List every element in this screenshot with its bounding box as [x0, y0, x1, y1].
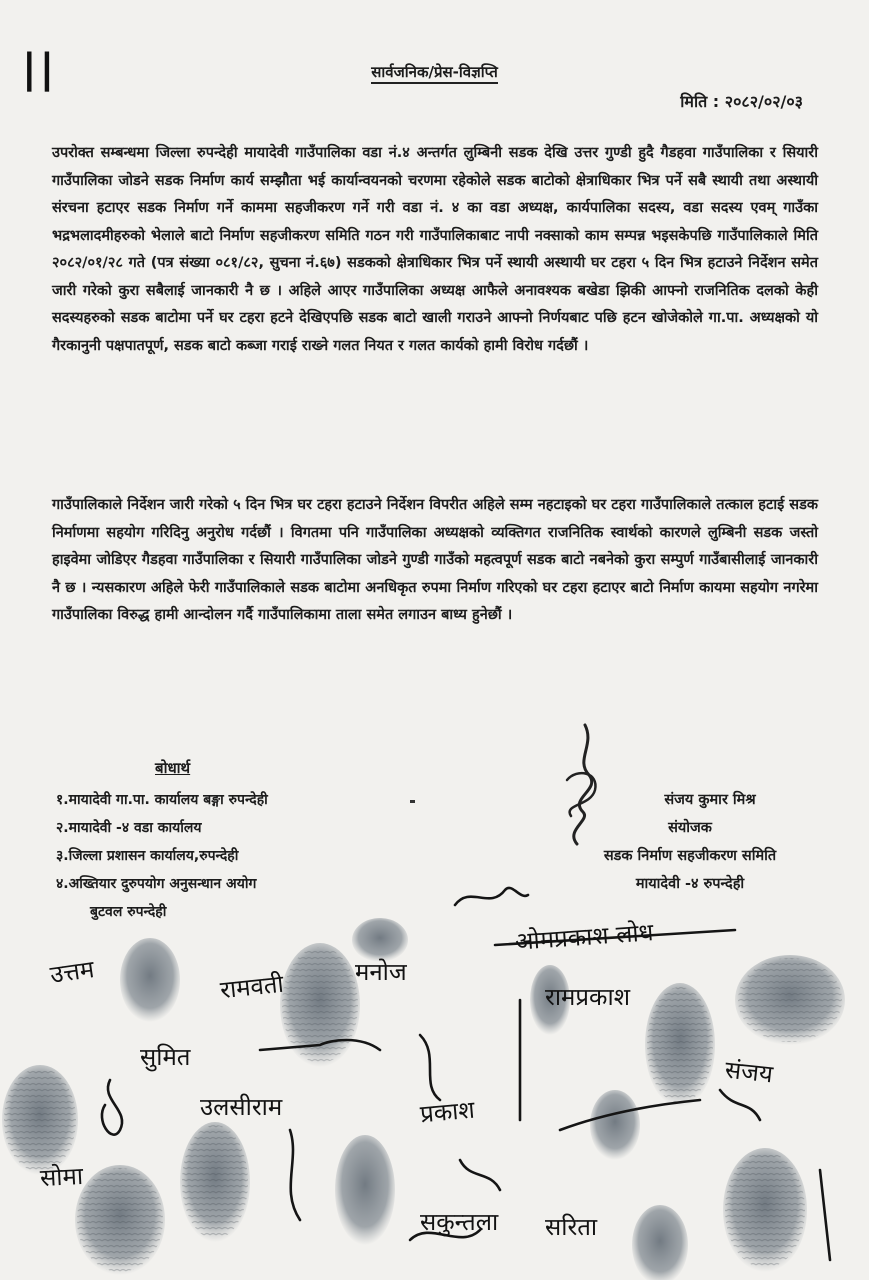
paragraph-1: उपरोक्त सम्बन्धमा जिल्ला रुपन्देही मायादेवी गाउँपालिका वडा नं.४ अन्तर्गत लुम्बिनी सडक देखि उत्तर गुण्डी हुदै गैडहवा गाउँपालिका र सियारी गाउँपालिका जोडने सडक निर्माण कार्य सम्झौता भई कार्यान्वयनको चरणमा रहेकोले सडक बाटोको क्षेत्राधिकार भित्र पर्ने सबै स्थायी तथा अस्थायी संरचना हटाएर सडक निर्माण गर्ने काममा सहजीकरण गर्ने गरी वडा नं. ४ का वडा अध्यक्ष, कार्यपालिका सदस्य, वडा सदस्य एवम् गाउँका भद्रभलादमीहरुको भेलाले बाटो निर्माण सहजीकरण समिति गठन गरी गाउँपालिकाबाट नापी नक्साको काम सम्पन्न भइसकेपछि गाउँपालिकाले मिति २०८२/०१/२८ गते (पत्र संख्या ०८१/८२, सुचना नं.६७) सडकको क्षेत्राधिकार भित्र पर्ने स्थायी अस्थायी घर टहरा ५ दिन भित्र हटाउने निर्देशन समेत जारी गरेको कुरा सबैलाई जानकारी नै छ । अहिले आएर गाउँपालिका अध्यक्ष आफैले अनावश्यक बखेडा झिकी आफ्नो राजनितिक दलको केही सदस्यहरुको सडक बाटोमा पर्ने घर टहरा हटने देखिएपछि सडक बाटो खाली गराउने आफ्नो निर्णयबाट पछि हटन खोजेकोले गा.पा. अध्यक्षको यो गैरकानुनी पक्षपातपूर्ण, सडक बाटो कब्जा गराई राख्ने गलत नियत र गलत कार्यको हामी विरोध गर्दछौं ।	[52, 145, 818, 354]
handwritten-name: सुमित	[140, 1043, 191, 1071]
handwritten-name: उलसीराम	[200, 1093, 283, 1121]
thumbprint	[335, 1135, 395, 1245]
handwritten-name: रामवती	[218, 969, 285, 1005]
handwritten-name: सोमा	[39, 1161, 84, 1193]
handwritten-name: संजय	[723, 1055, 775, 1089]
thumbprint	[645, 983, 715, 1107]
document-title-text: सार्वजनिक/प्रेस-विज्ञप्ति	[371, 63, 498, 84]
thumbprint	[590, 1090, 640, 1160]
page-mark: ||	[22, 46, 58, 92]
handwritten-name: सरिता	[545, 1213, 598, 1241]
signatory-role: संयोजक	[668, 820, 712, 836]
cc-item: बुटवल रुपन्देही	[90, 904, 167, 920]
handwritten-name: ओमप्रकाश लोध	[514, 918, 655, 956]
document-date: मिति : २०८२/०२/०३	[680, 92, 803, 111]
signatory-org: सडक निर्माण सहजीकरण समिति	[603, 848, 777, 864]
handwritten-name: प्रकाश	[418, 1095, 476, 1129]
paragraph-2: गाउँपालिकाले निर्देशन जारी गरेको ५ दिन भित्र घर टहरा हटाउने निर्देशन विपरीत अहिले सम्म नहटाइको घर टहरा गाउँपालिकाले तत्काल हटाई सडक निर्माणमा सहयोग गरिदिनु अनुरोध गर्दछौं । विगतमा पनि गाउँपालिका अध्यक्षको व्यक्तिगत राजनितिक स्वार्थको कारणले लुम्बिनी सडक जस्तो हाइवेमा जोडिएर गैडहवा गाउँपालिका र सियारी गाउँपालिका जोडने गुण्डी गाउँको महत्वपूर्ण सडक बाटो नबनेको कुरा सम्पुर्ण गाउँबासीलाई जानकारी नै छ । न्यसकारण अहिले फेरी गाउँपालिकाले सडक बाटोमा अनधिकृत रुपमा निर्माण गरिएको घर टहरा हटाएर बाटो निर्माण कायमा सहयोग नगरेमा गाउँपालिका विरुद्ध हामी आन्दोलन गर्दै गाउँपालिकामा ताला समेत लगाउन बाध्य हुनेछौं ।	[52, 497, 818, 623]
handwritten-name: मनोज	[355, 958, 407, 986]
cc-item: १.मायादेवी गा.पा. कार्यालय बङ्गा रुपन्देही	[56, 792, 268, 808]
cc-item: ४.अख्तियार दुरुपयोग अनुसन्धान अयोग	[56, 876, 257, 892]
handwritten-name: सकुन्तला	[420, 1208, 499, 1236]
thumbprint	[632, 1205, 688, 1280]
cc-title: बोधार्थ	[155, 759, 191, 777]
thumbprint	[75, 1165, 165, 1275]
cc-item: २.मायादेवी -४ वडा कार्यालय	[56, 820, 202, 836]
document-title	[0, 62, 869, 82]
handwritten-name: उत्तम	[48, 955, 96, 989]
thumbprint	[723, 1148, 807, 1272]
thumbprint	[180, 1122, 250, 1242]
handwritten-name: रामप्रकाश	[545, 983, 631, 1011]
thumbprint	[2, 1065, 78, 1175]
ink-dot	[410, 800, 415, 803]
thumbprint	[120, 938, 180, 1022]
signatory-name: संजय कुमार मिश्र	[664, 792, 756, 808]
signatory-place: मायादेवी -४ रुपन्देही	[635, 876, 745, 892]
cc-item: ३.जिल्ला प्रशासन कार्यालय,रुपन्देही	[56, 848, 239, 864]
thumbprint	[735, 955, 845, 1045]
